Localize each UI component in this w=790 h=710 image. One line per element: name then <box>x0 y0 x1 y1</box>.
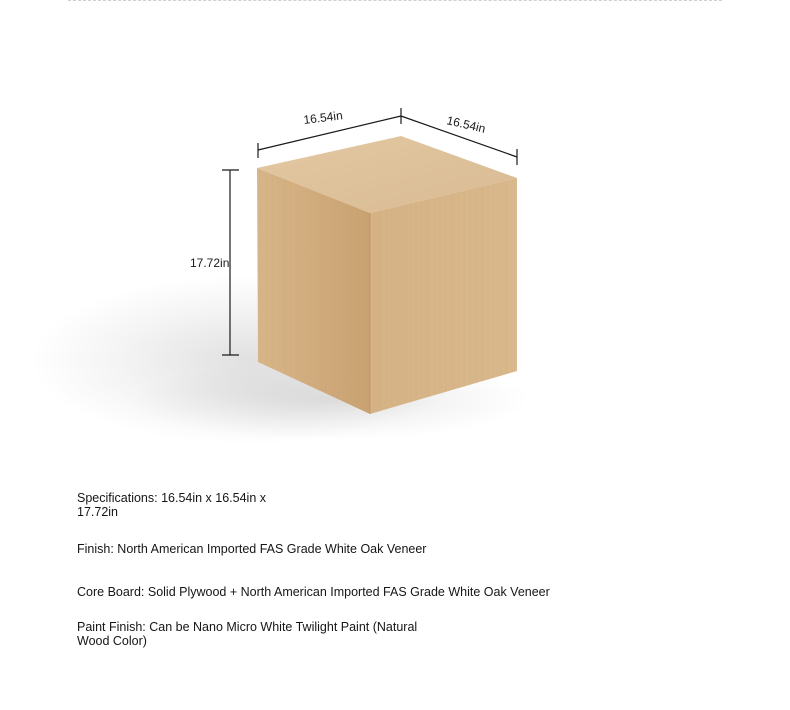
depth-dimension-label: 16.54in <box>445 113 487 136</box>
paint-finish-text: Paint Finish: Can be Nano Micro White Twilight Paint (Natural Wood Color) <box>77 620 418 648</box>
finish-text: Finish: North American Imported FAS Grade White Oak Veneer <box>77 542 427 556</box>
core-board-text: Core Board: Solid Plywood + North American Imported FAS Grade White Oak Veneer <box>77 585 550 599</box>
wooden-cube <box>257 136 517 414</box>
specifications-text: Specifications: 16.54in x 16.54in x 17.72in <box>77 491 267 519</box>
height-dimension-label: 17.72in <box>190 256 230 270</box>
width-dimension-label: 16.54in <box>302 108 344 127</box>
